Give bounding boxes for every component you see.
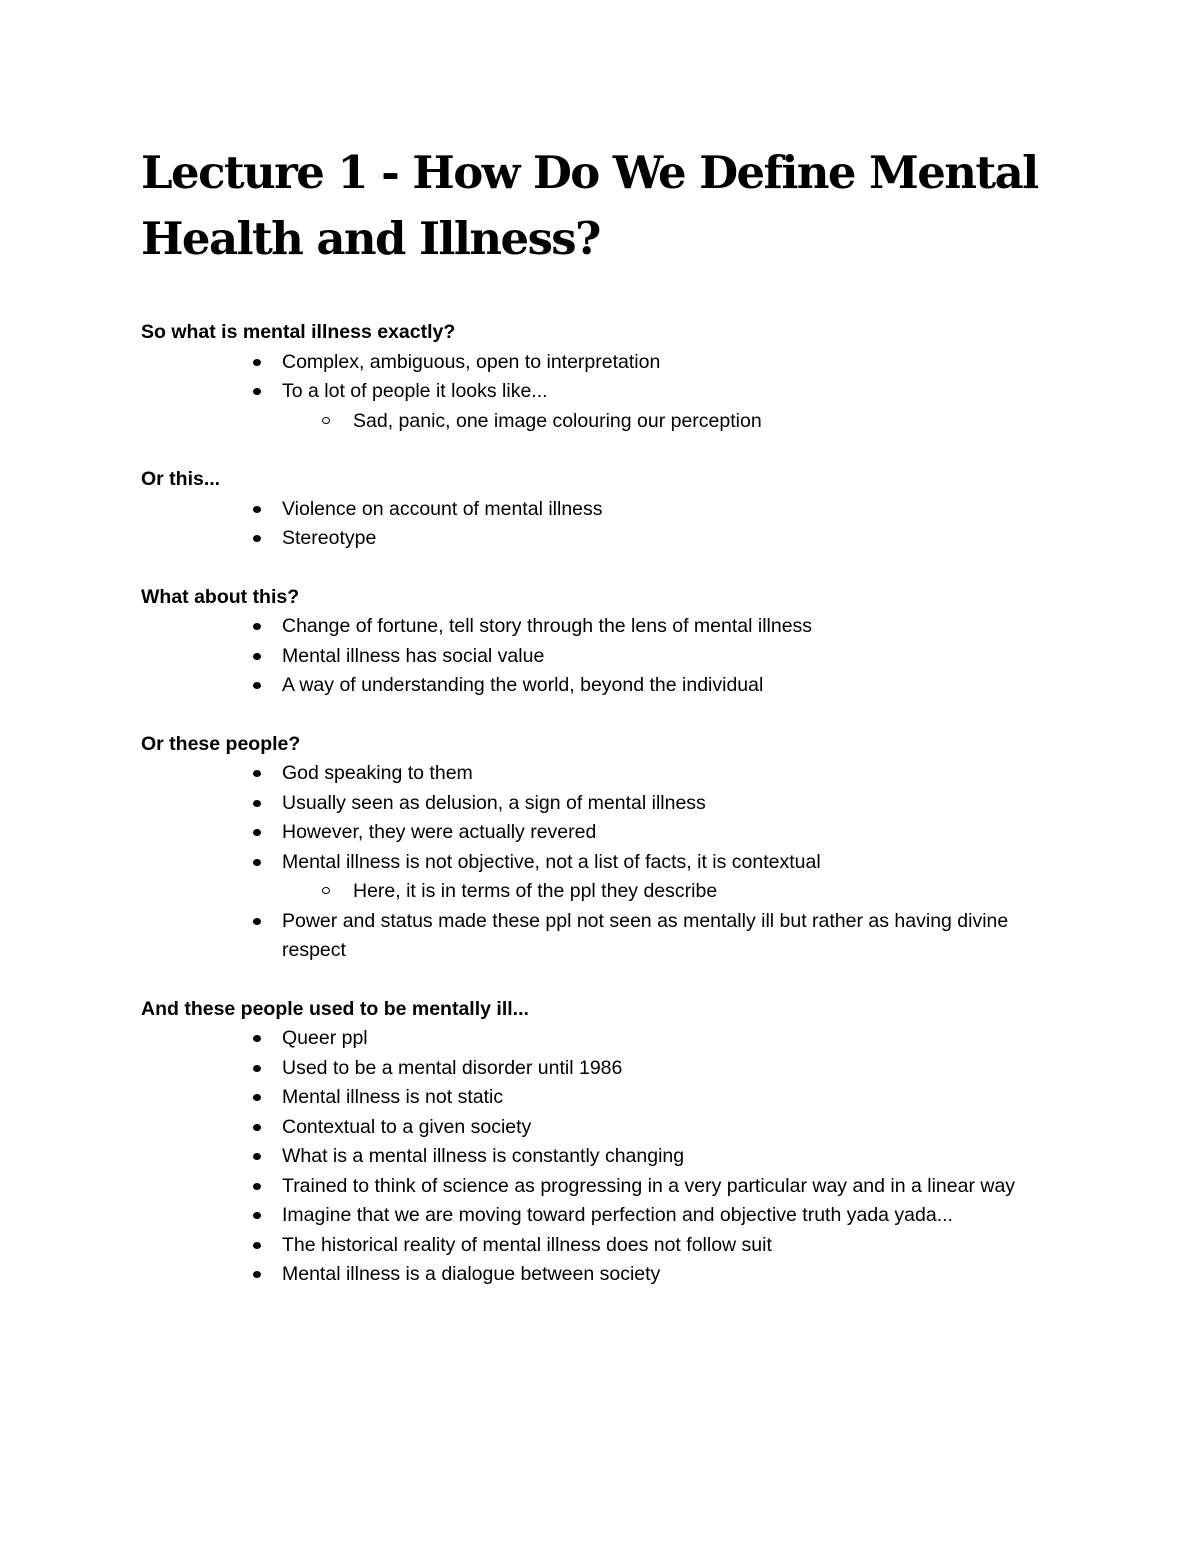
sub-list-item [353, 407, 1061, 437]
notes-body [141, 318, 1061, 1290]
list-item-text: Used to be a mental disorder until 1986 [282, 1056, 623, 1079]
bullet-list [141, 612, 1061, 701]
list-item-text: Change of fortune, tell story through the lens of mental illness [282, 615, 813, 637]
sub-list-item [353, 877, 1061, 907]
list-item-text: Mental illness is not objective, not a list of facts, it is contextual [282, 850, 821, 873]
list-item [282, 1083, 1061, 1113]
page-title: Lecture 1 - How Do We Define Mental Health and Illness? [141, 146, 1038, 265]
list-item-text: Mental illness has social value [282, 644, 545, 667]
bullet-dot-icon [253, 859, 261, 866]
list-item [282, 848, 1061, 878]
document-page [141, 140, 1061, 1319]
list-item [282, 759, 1061, 789]
sub-bullet-list [282, 407, 1061, 437]
bullet-dot-icon [253, 1212, 261, 1219]
list-item-text: Complex, ambiguous, open to interpretation [282, 350, 661, 373]
note-section [141, 583, 1061, 701]
bullet-dot-icon [253, 388, 261, 395]
list-item-text: To a lot of people it looks like... [282, 380, 548, 402]
list-item [282, 1172, 1061, 1202]
list-item [282, 348, 1061, 378]
bullet-dot-icon [253, 623, 261, 630]
bullet-dot-icon [253, 918, 261, 925]
section-heading: Or these people? [141, 732, 301, 755]
note-section [141, 318, 1061, 436]
list-item [282, 612, 1061, 642]
list-item-text: Trained to think of science as progressing in a very particular way and in a linear way [282, 1174, 1016, 1197]
bullet-dot-icon [253, 1035, 261, 1042]
bullet-list [141, 348, 1061, 437]
bullet-list [141, 759, 1061, 966]
list-item [282, 1024, 1061, 1054]
bullet-dot-icon [253, 1124, 261, 1131]
list-item [282, 818, 1061, 848]
list-item-text: Imagine that we are moving toward perfection and objective truth yada yada... [282, 1204, 953, 1226]
list-item [282, 377, 1061, 407]
list-item [282, 1054, 1061, 1084]
bullet-dot-icon [253, 829, 261, 836]
list-item [282, 789, 1061, 819]
list-item-text: What is a mental illness is constantly changing [282, 1145, 685, 1167]
section-heading: What about this? [141, 585, 300, 608]
bullet-dot-icon [253, 506, 261, 513]
note-section [141, 995, 1061, 1290]
note-section [141, 465, 1061, 554]
list-item [282, 524, 1061, 554]
list-item [282, 1201, 1061, 1231]
list-item-text: Stereotype [282, 527, 377, 549]
list-item [282, 495, 1061, 525]
list-item-text: The historical reality of mental illness does not follow suit [282, 1233, 772, 1256]
list-item [282, 1113, 1061, 1143]
list-item [282, 1142, 1061, 1172]
bullet-dot-icon [253, 1094, 261, 1101]
list-item-text: Mental illness is not static [282, 1086, 504, 1108]
bullet-dot-icon [253, 1153, 261, 1160]
bullet-dot-icon [253, 770, 261, 777]
bullet-circle-icon [322, 887, 330, 894]
list-item-text: Usually seen as delusion, a sign of mental illness [282, 791, 706, 814]
bullet-dot-icon [253, 1271, 261, 1278]
section-heading: And these people used to be mentally ill... [141, 997, 529, 1020]
list-item-text: A way of understanding the world, beyond the individual [282, 674, 764, 696]
list-item-text: Queer ppl [282, 1027, 368, 1049]
bullet-dot-icon [253, 1065, 261, 1072]
bullet-dot-icon [253, 535, 261, 542]
bullet-dot-icon [253, 359, 261, 366]
bullet-dot-icon [253, 682, 261, 689]
list-item [282, 907, 1061, 966]
section-heading: So what is mental illness exactly? [141, 321, 456, 343]
list-item-text: Violence on account of mental illness [282, 497, 603, 520]
list-item-text: However, they were actually revered [282, 821, 597, 843]
list-item-text: God speaking to them [282, 762, 473, 784]
sub-bullet-list [282, 877, 1061, 907]
list-item [282, 1231, 1061, 1261]
bullet-list [141, 1024, 1061, 1290]
sub-list-item-text: Sad, panic, one image colouring our perception [353, 409, 762, 432]
bullet-dot-icon [253, 1242, 261, 1249]
list-item [282, 642, 1061, 672]
list-item-text: Power and status made these ppl not seen as mentally ill but rather as having divine respect [282, 909, 1009, 961]
list-item-text: Mental illness is a dialogue between society [282, 1263, 661, 1285]
bullet-circle-icon [322, 417, 330, 424]
bullet-dot-icon [253, 653, 261, 660]
section-heading: Or this... [141, 468, 221, 490]
list-item [282, 1260, 1061, 1290]
bullet-list [141, 495, 1061, 554]
bullet-dot-icon [253, 1183, 261, 1190]
bullet-dot-icon [253, 800, 261, 807]
sub-list-item-text: Here, it is in terms of the ppl they describe [353, 880, 718, 902]
list-item [282, 671, 1061, 701]
list-item-text: Contextual to a given society [282, 1115, 532, 1138]
note-section [141, 730, 1061, 966]
